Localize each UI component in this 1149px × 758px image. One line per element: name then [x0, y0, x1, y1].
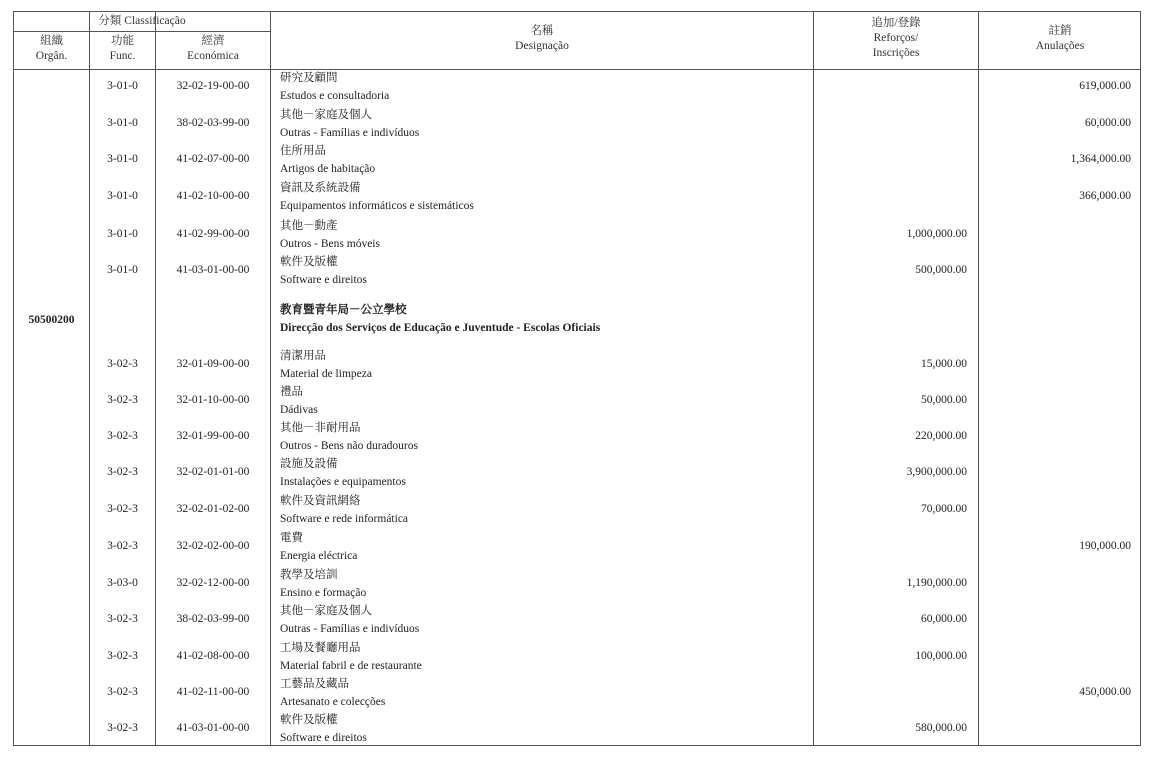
designation-zh: 其他－家庭及個人 [280, 605, 372, 617]
designation-zh: 電費 [280, 532, 303, 544]
anulacoes-value: 190,000.00 [1079, 540, 1131, 552]
designation-pt: Material de limpeza [280, 368, 372, 380]
designation-pt: Instalações e equipamentos [280, 476, 406, 488]
econ-code: 32-02-02-00-00 [176, 540, 250, 552]
reforcos-value: 15,000.00 [921, 358, 967, 370]
econ-code: 32-02-19-00-00 [176, 80, 250, 92]
econ-code: 41-02-11-00-00 [176, 686, 250, 698]
econ-code: 32-01-99-00-00 [176, 430, 250, 442]
designation-pt: Software e rede informática [280, 513, 409, 525]
designation-zh: 研究及顧問 [280, 72, 338, 84]
designation-zh: 教學及培訓 [280, 569, 338, 581]
econ-code: 41-03-01-00-00 [176, 722, 250, 734]
anulacoes-value: 60,000.00 [1085, 117, 1131, 129]
column-divider [270, 12, 271, 745]
organ-code: 50500200 [28, 314, 75, 326]
designation-zh: 禮品 [280, 386, 303, 398]
econ-code: 41-02-10-00-00 [176, 190, 250, 202]
func-code: 3-02-3 [107, 358, 138, 370]
reforcos-value: 60,000.00 [921, 613, 967, 625]
designation-zh: 資訊及系統設備 [280, 182, 361, 194]
reforcos-value: 580,000.00 [915, 722, 967, 734]
econ-code: 38-02-03-99-00 [176, 117, 250, 129]
func-code: 3-01-0 [107, 190, 138, 202]
anulacoes-value: 450,000.00 [1079, 686, 1131, 698]
func-code: 3-01-0 [107, 264, 138, 276]
econ-code: 32-02-01-01-00 [176, 466, 250, 478]
anulacoes-value: 619,000.00 [1079, 80, 1131, 92]
reforcos-value: 50,000.00 [921, 394, 967, 406]
func-code: 3-01-0 [107, 228, 138, 240]
classification-header: 分類 Classificação [98, 15, 186, 27]
reforcos-value: 70,000.00 [921, 503, 967, 515]
classification-divider [14, 31, 271, 32]
econ-code: 38-02-03-99-00 [176, 613, 250, 625]
func-code: 3-02-3 [107, 540, 138, 552]
reforcos-header: 追加/登錄 Reforços/ Inscrições [871, 17, 921, 59]
designation-pt: Software e direitos [280, 274, 367, 286]
section-title-zh: 教育暨青年局－公立學校 [280, 304, 407, 316]
reforcos-value: 1,000,000.00 [906, 228, 967, 240]
designation-zh: 其他－動產 [280, 220, 338, 232]
func-code: 3-02-3 [107, 503, 138, 515]
section-title-pt: Direcção dos Serviços de Educação e Juventude - Escolas Oficiais [280, 322, 601, 334]
func-code: 3-02-3 [107, 686, 138, 698]
econ-code: 41-02-99-00-00 [176, 228, 250, 240]
func-code: 3-02-3 [107, 430, 138, 442]
organ-header: 組織 Orgân. [35, 35, 68, 62]
designation-pt: Outras - Famílias e indivíduos [280, 127, 420, 139]
designation-pt: Outras - Famílias e indivíduos [280, 623, 420, 635]
func-code: 3-02-3 [107, 722, 138, 734]
func-code: 3-02-3 [107, 650, 138, 662]
designation-zh: 其他－家庭及個人 [280, 109, 372, 121]
designation-zh: 軟件及版權 [280, 714, 338, 726]
designation-zh: 住所用品 [280, 145, 326, 157]
func-code: 3-01-0 [107, 153, 138, 165]
designation-zh: 工藝品及藏品 [280, 678, 349, 690]
designation-pt: Outros - Bens móveis [280, 238, 380, 250]
designation-pt: Software e direitos [280, 732, 367, 744]
reforcos-value: 500,000.00 [915, 264, 967, 276]
anulacoes-value: 366,000.00 [1079, 190, 1131, 202]
func-code: 3-02-3 [107, 613, 138, 625]
econ-code: 32-02-01-02-00 [176, 503, 250, 515]
func-code: 3-01-0 [107, 80, 138, 92]
anulacoes-header: 註銷 Anulações [1035, 25, 1085, 52]
reforcos-value: 3,900,000.00 [906, 466, 967, 478]
designation-pt: Energia eléctrica [280, 550, 358, 562]
reforcos-value: 100,000.00 [915, 650, 967, 662]
budget-table [13, 11, 1141, 746]
econ-code: 32-02-12-00-00 [176, 577, 250, 589]
econ-code: 41-02-08-00-00 [176, 650, 250, 662]
designation-zh: 工場及餐廳用品 [280, 642, 361, 654]
designation-zh: 設施及設備 [280, 458, 338, 470]
designation-zh: 軟件及版權 [280, 256, 338, 268]
anulacoes-value: 1,364,000.00 [1070, 153, 1131, 165]
designation-pt: Artigos de habitação [280, 163, 376, 175]
designation-zh: 其他－非耐用品 [280, 422, 361, 434]
func-header: 功能 Func. [109, 35, 136, 62]
econ-code: 32-01-09-00-00 [176, 358, 250, 370]
designation-pt: Equipamentos informáticos e sistemáticos [280, 200, 474, 212]
econ-header: 經濟 Económica [187, 35, 239, 62]
func-code: 3-02-3 [107, 394, 138, 406]
designation-pt: Ensino e formação [280, 587, 367, 599]
designation-pt: Material fabril e de restaurante [280, 660, 422, 672]
reforcos-value: 1,190,000.00 [906, 577, 967, 589]
econ-code: 32-01-10-00-00 [176, 394, 250, 406]
econ-code: 41-02-07-00-00 [176, 153, 250, 165]
designation-pt: Dádivas [280, 404, 318, 416]
designation-zh: 清潔用品 [280, 350, 326, 362]
designation-header: 名稱 Designação [515, 25, 569, 52]
designation-zh: 軟件及資訊網絡 [280, 495, 361, 507]
designation-pt: Estudos e consultadoria [280, 90, 390, 102]
econ-code: 41-03-01-00-00 [176, 264, 250, 276]
func-code: 3-01-0 [107, 117, 138, 129]
func-code: 3-03-0 [107, 577, 138, 589]
column-divider [813, 12, 814, 745]
header-divider [14, 69, 1140, 70]
func-code: 3-02-3 [107, 466, 138, 478]
reforcos-value: 220,000.00 [915, 430, 967, 442]
designation-pt: Outros - Bens não duradouros [280, 440, 418, 452]
designation-pt: Artesanato e colecções [280, 696, 386, 708]
